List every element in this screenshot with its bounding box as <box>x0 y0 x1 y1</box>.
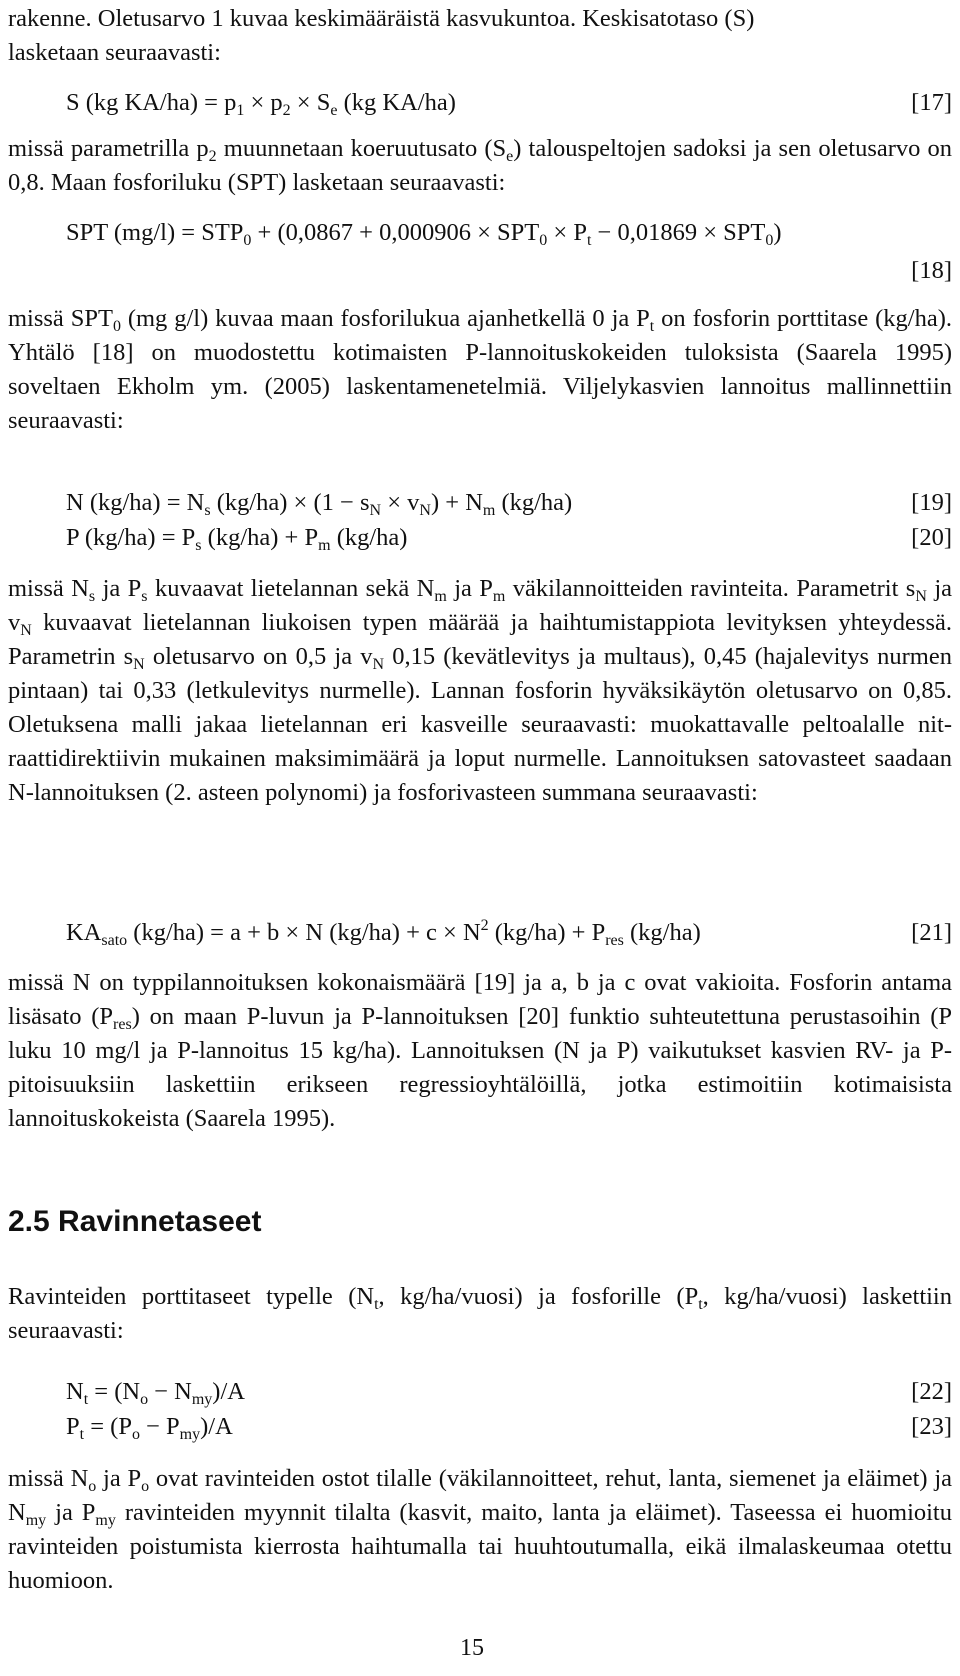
equation-23: $P_t = (P_o - P_{my})/A$ [23] <box>8 1410 952 1444</box>
equation-number: [23] <box>911 1413 952 1440</box>
intro-line-2: lasketaan seuraavasti: <box>8 39 221 66</box>
equation-number: [22] <box>911 1378 952 1405</box>
paragraph-balance-intro: Ravinteiden porttitaseet typelle ($N_t$, kg/ha/vuosi) ja fosforille ($P_t$, kg/ha/vuosi) laskettiin seuraavasti: <box>8 1283 952 1344</box>
equation-19: N $(kg/ha) = N_s$ $(kg/ha) \times (1 - s_N \times v_N) + N_m$ (kg/ha) [19] <box>8 486 952 520</box>
equation-number: [19] <box>911 489 952 516</box>
equation-number: [20] <box>911 524 952 551</box>
section-heading: 2.5 Ravinnetaseet <box>8 1205 262 1238</box>
equation-21: $KA_{sato}$ (kg/ha) = a + b × N $(kg/ha) + c \times N^2$ $(kg/ha) + P_{res}$ (kg/ha) [21] <box>66 917 952 949</box>
equation-22: $N_t = (N_o - N_{my})/A$ [22] <box>8 1375 952 1409</box>
equation-number: [18] <box>911 257 952 284</box>
paragraph-balance-definition: missä $N_o$ ja $P_o$ ovat ravinteiden ostot tilalle (väkilannoitteet, rehut, lanta, siemenet ja eläimet) ja $N_{my}$ ja $P_{my}$ ravinteiden myynnit tilalta (kasvit, maito, lanta ja eläimet). Taseessa ei huomioitu ravinteiden poistumista kierrosta haihtumalla tai huuhtoutumalla, eikä ilmalaskeumaa otettu huomioon. <box>8 1465 953 1594</box>
paragraph-nitrogen-total: missä N on typpilannoituksen kokonaismäärä [19] ja a, b ja c ovat vakioita. Fosforin antama lisäsato $(P_{res})$ on maan P-luvun ja P-lannoituksen [20] funktio suhteutettuna perustasoihin (P luku 10 mg/l ja P-lannoitus 15 kg/ha). Lannoituksen (N ja P) vaikutukset kasvien RV- ja P-pitoisuuksiin laskettiin erikseen regressioyhtälöillä, jotka estimoitiin kotimaisista lannoituskokeista (Saarela 1995). <box>8 969 952 1132</box>
intro-line-1: rakenne. Oletusarvo 1 kuvaa keskimääräistä kasvukuntoa. Keskisatotaso (S) <box>8 5 755 32</box>
page-number: 15 <box>460 1635 484 1661</box>
paragraph-p2-parameter: missä parametrilla $p_2$ muunnetaan koeruutusato $(S_e)$ talouspeltojen sadoksi ja sen oletusarvo on 0,8. Maan fosforiluku (SPT) lasketaan seuraavasti: <box>8 135 953 196</box>
equation-17: S (kg $KA/ha) = p_1 \times p_2 \times S_e$ (kg KA/ha) [17] <box>8 86 952 120</box>
equation-number: [21] <box>911 919 952 946</box>
equation-20: P $(kg/ha) = P_s$ $(kg/ha) + P_m$ (kg/ha) [20] <box>8 521 952 555</box>
equation-number: [17] <box>911 89 952 116</box>
paragraph-manure-parameters: missä $N_s$ ja $P_s$ kuvaavat lietelannan sekä $N_m$ ja $P_m$ väkilannoitteiden ravinteita. Parametrit $s_N$ ja $v_N$ kuvaavat lietelannan liukoisen typen määrää ja haihtumistappiota levityksen yhteydessä. Parametrin $s_N$ oletusarvo on 0,5 ja $v_N$ 0,15 (kevätlevitys ja multaus), 0,45 (hajalevitys nurmen pintaan) tai 0,33 (letkulevitys nurmelle). Lannan fosforin hyväksikäytön oletusarvo on 0,85. Oletuksena malli jakaa lietelannan eri kasveille seuraavasti: muokattavalle peltoalalle nitraattidirektiivin mukainen maksimimäärä ja loput nurmelle. Lannoituksen satovasteet saadaan N-lannoituksen (2. asteen polynomi) ja fosforivasteen summana seuraavasti: <box>8 575 953 806</box>
paragraph-spt-definition: missä $SPT_0$ (mg g/l) kuvaa maan fosforilukua ajanhetkellä 0 ja $P_t$ on fosforin porttitase (kg/ha). Yhtälö [18] on muodostettu kotimaisten P-lannoituskokeiden tuloksista (Saarela 1995) soveltaen Ekholm ym. (2005) laskentamenetelmiä. Viljelykasvien lannoitus mallinnettiin seuraavasti: <box>8 305 952 434</box>
intro-paragraph <box>8 2 952 70</box>
equation-18: SPT $(mg/l) = STP_0 + (0,0867 + 0,000906 \times SPT_0 \times P_t - 0,01869 \times SPT_0)$ [18] <box>8 216 952 288</box>
